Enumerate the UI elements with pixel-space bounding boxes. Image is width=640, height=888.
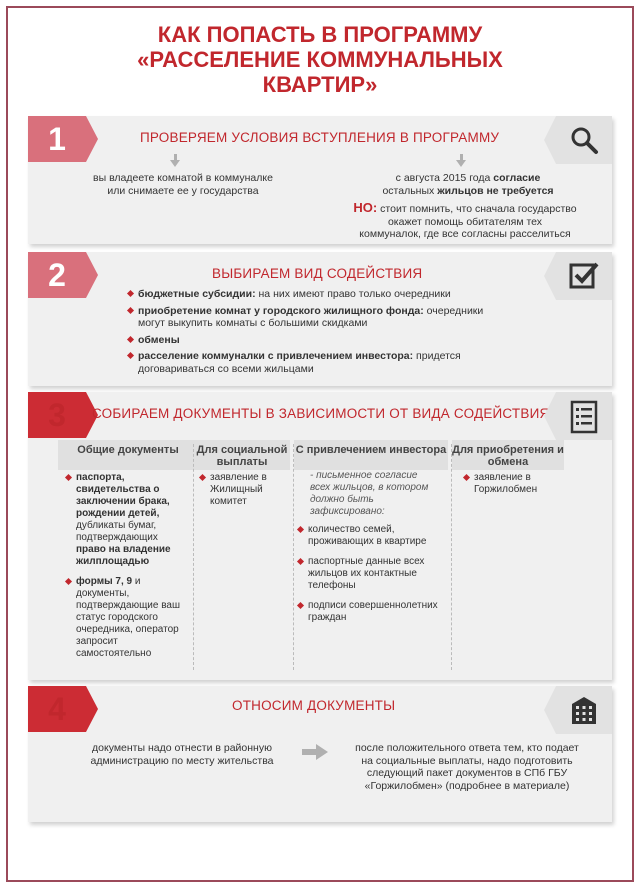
step-3-card (28, 392, 612, 680)
title-line-1: КАК ПОПАСТЬ В ПРОГРАММУ (157, 22, 483, 47)
text-line: или снимаете ее у государства (107, 184, 259, 197)
text-line: «Горжилобмен» (подробнее в материале) (364, 779, 570, 792)
step-2-icon-box (556, 252, 612, 300)
column-header-common: Общие документы (58, 440, 198, 470)
investor-docs-list (298, 524, 448, 628)
step-1-card (28, 116, 612, 244)
building-icon (568, 694, 600, 726)
list-item: обмены (128, 334, 508, 347)
note-label: НО: (353, 200, 378, 215)
list-item: паспорта, свидетельства о заключении брака, рождении детей, дубликаты бумаг, подтверждающих право на владение жилплощадью (66, 472, 190, 568)
column-divider (293, 444, 294, 670)
page-title (0, 22, 640, 97)
column-header-exchange: Для приобретения и обмена (452, 440, 564, 470)
common-docs-list (66, 472, 190, 664)
text-line: стоит помнить, что сначала государство (380, 203, 577, 215)
list-item: количество семей, проживающих в квартире (298, 524, 448, 548)
list-item: паспортные данные всех жильцов их контактные телефоны (298, 556, 448, 592)
list-item: формы 7, 9 и документы, подтверждающие ваш статус городского очередника, оператор запросит самостоятельно (66, 576, 190, 660)
step-3-number: 3 (28, 392, 86, 438)
checkbox-icon (568, 260, 600, 292)
list-item: приобретение комнат у городского жилищного фонда: очередники могут выкупить комнаты с большими скидками (128, 305, 508, 330)
text-bold: жильцов не требуется (437, 184, 554, 197)
step-1-left-text (68, 172, 298, 197)
arrow-down-icon (456, 160, 466, 167)
step-4-left-text (64, 742, 300, 767)
list-item: подписи совершеннолетних граждан (298, 600, 448, 624)
step-1-right-text (358, 172, 578, 197)
exchange-docs-list (464, 472, 564, 500)
step-2-list (128, 288, 508, 379)
step-4-icon-box (556, 686, 612, 734)
list-item: заявление в Жилищный комитет (200, 472, 292, 508)
arrow-down-icon (170, 160, 180, 167)
magnifier-icon (568, 124, 600, 156)
step-4-right-text (332, 742, 602, 792)
step-3-heading: СОБИРАЕМ ДОКУМЕНТЫ В ЗАВИСИМОСТИ ОТ ВИДА СОДЕЙСТВИЯ (92, 406, 550, 421)
text-line: коммуналок, где все согласны расселиться (359, 228, 571, 240)
arrow-right-icon (302, 744, 328, 760)
column-header-row (58, 440, 564, 470)
social-docs-list (200, 472, 292, 512)
text-line: следующий пакет документов в СПб ГБУ (366, 767, 568, 779)
column-header-investor: С привлечением инвестора (294, 440, 448, 470)
step-4-number: 4 (28, 686, 86, 732)
text-line: после положительного ответа тем, кто подает (355, 742, 579, 754)
step-4-heading: ОТНОСИМ ДОКУМЕНТЫ (232, 698, 396, 713)
text-line: вы владеете комнатой в коммуналке (93, 172, 273, 184)
step-3-icon-box (556, 392, 612, 440)
text-line: остальных (382, 184, 435, 197)
list-item: расселение коммуналки с привлечением инвестора: придется договариваться со всеми жильцами (128, 350, 508, 375)
column-divider (193, 444, 194, 670)
text-line: окажет помощь обитателям тех (387, 215, 543, 228)
text-line: с августа 2015 года (395, 172, 491, 184)
title-line-2: «РАССЕЛЕНИЕ КОММУНАЛЬНЫХ (137, 47, 503, 72)
title-line-3: КВАРТИР» (262, 72, 378, 97)
step-2-number: 2 (28, 252, 86, 298)
text-line: администрацию по месту жительства (90, 754, 274, 767)
step-1-heading: ПРОВЕРЯЕМ УСЛОВИЯ ВСТУПЛЕНИЯ В ПРОГРАММУ (140, 130, 500, 145)
step-1-number: 1 (28, 116, 86, 162)
list-item: заявление в Горжилобмен (464, 472, 564, 496)
document-list-icon (568, 400, 600, 434)
step-4-card (28, 686, 612, 822)
text-line: документы надо отнести в районную (92, 742, 272, 754)
text-line: на социальные выплаты, надо подготовить (361, 754, 573, 767)
step-1-note (340, 202, 590, 241)
list-item: бюджетные субсидии: на них имеют право только очередники (128, 288, 508, 301)
investor-note: - письменное согласие всех жильцов, в котором должно быть зафиксировано: (310, 470, 429, 517)
step-2-card (28, 252, 612, 386)
column-header-social: Для социальной выплаты (194, 440, 290, 470)
text-bold: согласие (493, 172, 541, 184)
step-2-heading: ВЫБИРАЕМ ВИД СОДЕЙСТВИЯ (212, 266, 423, 281)
step-1-icon-box (556, 116, 612, 164)
column-divider (451, 444, 452, 670)
